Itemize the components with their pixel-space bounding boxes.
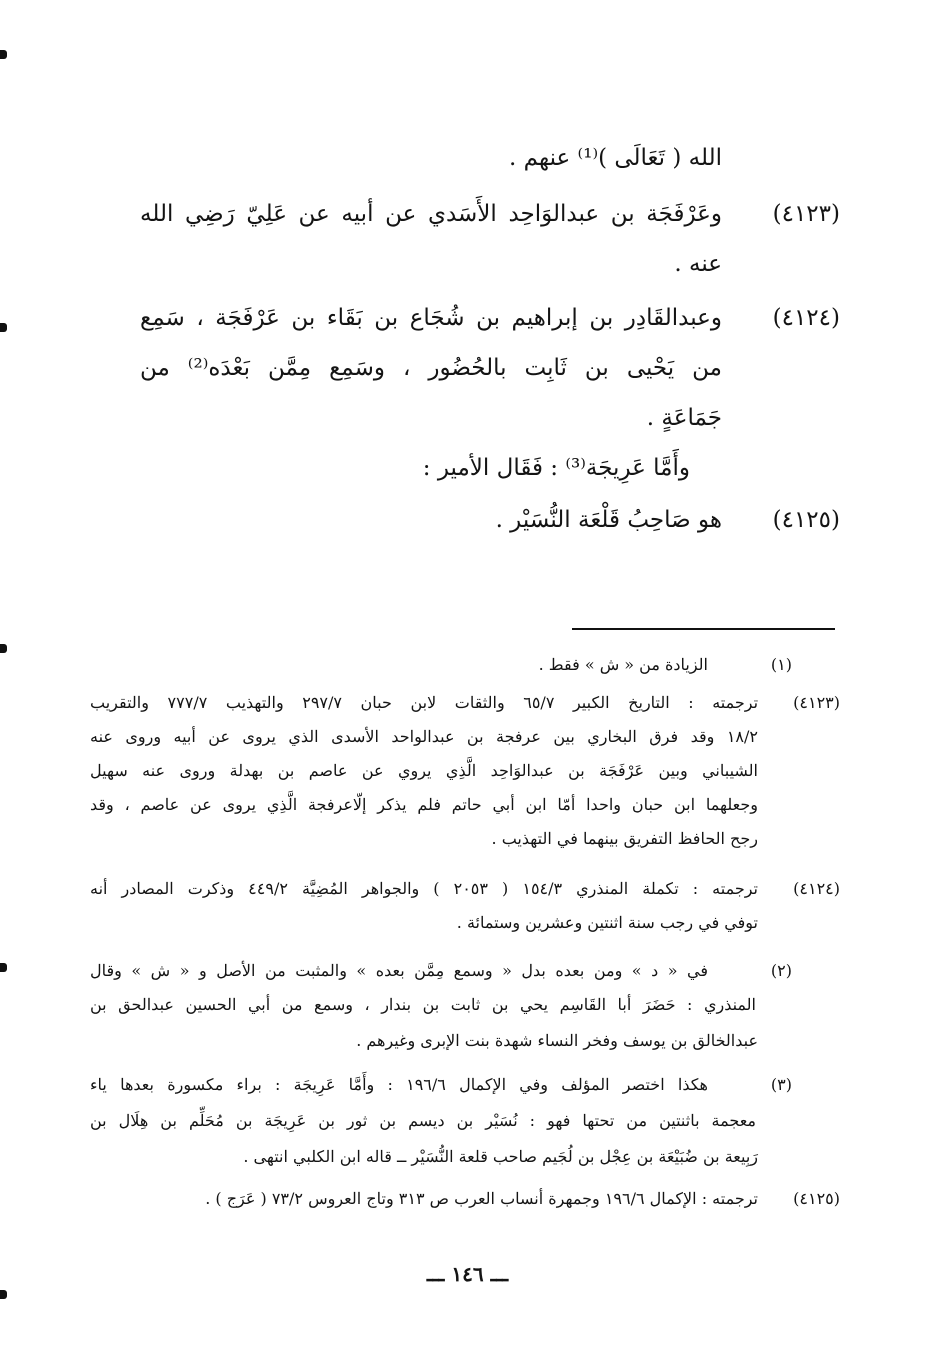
text-line: وأَمَّا عَرِيجَة⁽³⁾ : فَقَال الأمير :	[422, 455, 690, 481]
page-number: ـــ ١٤٦ ـــ	[426, 1262, 509, 1286]
footnote-text: المنذري : حَضَرَ أبا القَاسِم يحي بن ثابت بن بندار ، وسمع من أبي الحسين عبدالحق بن	[90, 995, 756, 1014]
entry-number: (٤١٢٥)	[772, 507, 840, 533]
entry-text: وعَرْفَجَة بن عبدالوَاحِد الأَسَدي عن أبيه عن عَلِيّ رَضِي الله	[140, 201, 722, 227]
entry-number: (٤١٢٤)	[772, 305, 840, 331]
entry-text: جَمَاعَةٍ .	[646, 405, 722, 431]
footnote-text: هكذا اختصر المؤلف وفي الإكمال ١٩٦/٦ : وأَمَّا عَرِيجَة : براء مكسورة بعدها ياء	[90, 1075, 708, 1094]
entry-4123-cont	[140, 244, 840, 284]
binding-mark	[0, 323, 7, 332]
footnote-text: معجمة باثنتين من تحتها فهو : نُسَيْر بن ديسم بن ثور بن عَرِيجَة بن مُحَلِّم بن هِلَال بن	[90, 1111, 756, 1130]
binding-mark	[0, 50, 7, 59]
footnote-4123-cont	[90, 756, 840, 786]
footnote-2-cont	[90, 990, 840, 1020]
binding-mark	[0, 963, 7, 972]
footnote-text: الزيادة من « ش » فقط .	[538, 655, 708, 674]
footnote-4125	[90, 1184, 840, 1214]
footnote-4123	[90, 688, 840, 718]
footnote-text: توفي في رجب سنة اثنتين وعشرين وستمائة .	[456, 913, 758, 932]
footnote-3	[90, 1070, 840, 1100]
footnote-number: (٤١٢٣)	[793, 693, 840, 712]
footnote-2	[90, 956, 840, 986]
main-line	[140, 138, 840, 178]
entry-text: من يَحْيى بن ثَابِت بالحُضُور ، وسَمِع مِمَّن بَعْدَه⁽²⁾ من	[140, 355, 722, 381]
binding-mark	[0, 644, 7, 653]
footnote-4123-cont	[90, 790, 840, 820]
entry-4123	[140, 194, 840, 234]
entry-text: هو صَاحِبُ قَلْعَة النُّسَيْر .	[495, 507, 722, 533]
footnote-number: (٣)	[770, 1075, 792, 1094]
footnote-1	[90, 650, 840, 680]
footnote-4123-cont	[90, 722, 840, 752]
footnote-4123-cont	[90, 824, 840, 854]
footnote-text: وجعلهما ابن حبان واحدا أمّا ابن أبي حاتم فلم يذكر إلّاعرفجة الَّذِي يروى عن عاصم ، وقد	[90, 795, 758, 814]
footnote-text: رَبِيعة بن ضُبَيْعَة بن عِجْل بن لُجَيم صاحب قلعة النُّسَيْر ــ قاله ابن الكلبي انتهى .	[243, 1147, 758, 1166]
footnote-3-cont	[90, 1142, 840, 1172]
amma-line	[140, 448, 840, 488]
footnote-text: ترجمته : تكملة المنذري ١٥٤/٣ ( ٢٠٥٣ ) والجواهر المُضِيَّة ٤٤٩/٢ وذكرت المصادر أنه	[90, 879, 759, 898]
footnote-4124	[90, 874, 840, 904]
footnote-text: عبدالخالق بن يوسف وفخر النساء شهدة بنت الإبرى وغيرهم .	[356, 1031, 758, 1050]
entry-4124	[140, 298, 840, 338]
footnote-number: (٤١٢٥)	[793, 1189, 840, 1208]
footnote-text: رجح الحافظ التفريق بينهما في التهذيب .	[491, 829, 758, 848]
entry-text: عنه .	[674, 251, 722, 277]
footnote-number: (٢)	[770, 961, 792, 980]
entry-4124-cont	[140, 348, 840, 388]
entry-4125	[140, 500, 840, 540]
footnote-4124-cont	[90, 908, 840, 938]
footnote-number: (٤١٢٤)	[793, 879, 840, 898]
footnote-2-cont	[90, 1026, 840, 1056]
entry-4124-cont	[140, 398, 840, 438]
entry-text: وعبدالقَادِر بن إبراهيم بن شُجَاع بن بَقَاء بن عَرْفَجَة ، سَمِع	[140, 305, 722, 331]
footnote-text: الشيباني وبين عَرْفَجَة بن عبدالوَاحِد الَّذِي يروي عن عاصم بن بهدلة وروى عنه سهيل	[90, 761, 758, 780]
footnote-text: ترجمته : التاريخ الكبير ٦٥/٧ والثقات لابن حبان ٢٩٧/٧ والتهذيب ٧٧٧/٧ والتقريب	[90, 693, 759, 712]
footnote-text: في « د » ومن بعده بدل « وسمع مِمَّن بعده » والمثبت من الأصل و « ش » وقال	[90, 961, 708, 980]
entry-number: (٤١٢٣)	[772, 201, 840, 227]
text-line: الله ( تَعَالَى )⁽¹⁾ عنهم .	[509, 145, 722, 171]
footnote-text: ترجمته : الإكمال ١٩٦/٦ وجمهرة أنساب العرب ص ٣١٣ وتاج العروس ٧٣/٢ ( عَرَج ) .	[205, 1189, 758, 1208]
footnote-3-cont	[90, 1106, 840, 1136]
binding-mark	[0, 1290, 7, 1299]
footnote-number: (١)	[770, 655, 792, 674]
footnote-separator	[572, 628, 835, 630]
footnote-text: ١٨/٢ وقد فرق البخاري بين عرفجة بن عبدالواحد الأسدى الذي يروى عن أبيه وروى عنه	[90, 727, 758, 746]
